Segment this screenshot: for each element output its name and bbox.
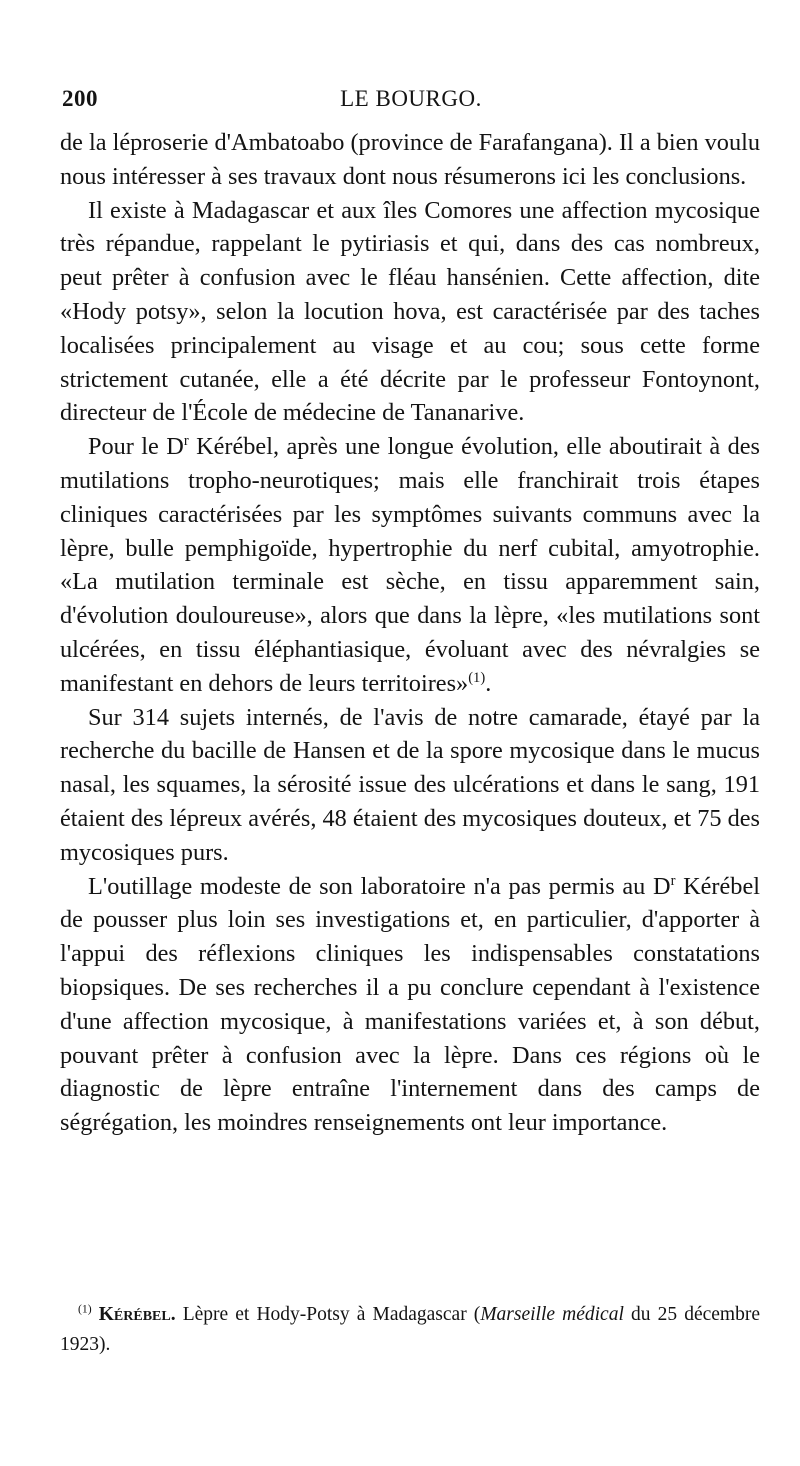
footnote-journal: Marseille médical <box>480 1304 624 1325</box>
paragraph-5 <box>60 870 760 1140</box>
footnote-marker: (1) <box>78 1302 92 1316</box>
paragraph-5-main: Kérébel de pousser plus loin ses investigations et, en particulier, d'apporter à l'appui des réflexions cliniques les indispensables constatations biopsiques. De ses recherches il a pu conclure cependant à l'existence d'une affection mycosique, à manifestations variées et, à son début, pouvant prêter à confusion avec la lèpre. Dans ces régions où le diagnostic de lèpre entraîne l'internement dans des camps de ségrégation, les moindres renseignements ont leur importance. <box>60 872 760 1137</box>
footnote-author: Kérébel. <box>98 1304 176 1325</box>
page-header <box>62 86 760 116</box>
paragraph-3-main: Kérébel, après une longue évolution, elle aboutirait à des mutilations tropho-neurotiques; mais elle franchirait trois étapes cliniques caractérisées par les symptômes suivants communs avec la lèpre, bulle pemphigoïde, hypertrophie du nerf cubital, amyotrophie. «La mutilation terminale est sèche, en tissu apparemment sain, d'évolution douloureuse», alors que dans la lèpre, «les mutilations sont ulcérées, en tissu éléphantiasique, évoluant avec des névralgies se manifestant en dehors de leurs territoires» <box>60 433 760 697</box>
paragraph-3 <box>60 430 760 700</box>
footnote-reference: (1) <box>468 669 486 686</box>
paragraph-4: Sur 314 sujets internés, de l'avis de notre camarade, étayé par la recherche du bacille de Hansen et de la spore mycosique dans le mucus nasal, les squames, la sérosité issue des ulcérations et dans le sang, 191 étaient des lépreux avérés, 48 étaient des mycosiques douteux, et 75 des mycosiques purs. <box>60 703 760 866</box>
paragraph-3-start: Pour le D <box>88 433 184 461</box>
page-number: 200 <box>62 86 98 111</box>
paragraph-5-start: L'outillage modeste de son laboratoire n'a pas permis au D <box>88 872 671 900</box>
running-title: LE BOURGO. <box>340 86 482 111</box>
footnote <box>60 1300 760 1360</box>
footnote-text-after: du 25 décembre 1923). <box>60 1304 760 1355</box>
paragraph-3-end: . <box>485 669 492 697</box>
paragraph-2: Il existe à Madagascar et aux îles Comores une affection mycosique très répandue, rappelant le pytiriasis et qui, dans des cas nombreux, peut prêter à confusion avec le fléau hansénien. Cette affection, dite «Hody potsy», selon la locution hova, est caractérisée par des taches localisées principalement au visage et au cou; sous cette forme strictement cutanée, elle a été décrite par le professeur Fontoynont, directeur de l'École de médecine de Tananarive. <box>60 196 760 427</box>
body-text <box>60 126 760 1140</box>
doctor-abbrev-superscript: r <box>183 433 189 450</box>
footnote-text-before: Lèpre et Hody-Potsy à Madagascar ( <box>175 1304 481 1325</box>
paragraph-1: de la léproserie d'Ambatoabo (province de Farafangana). Il a bien voulu nous intéresser à ses travaux dont nous résumerons ici les conclusions. <box>60 129 760 190</box>
doctor-abbrev-superscript: r <box>670 872 676 889</box>
